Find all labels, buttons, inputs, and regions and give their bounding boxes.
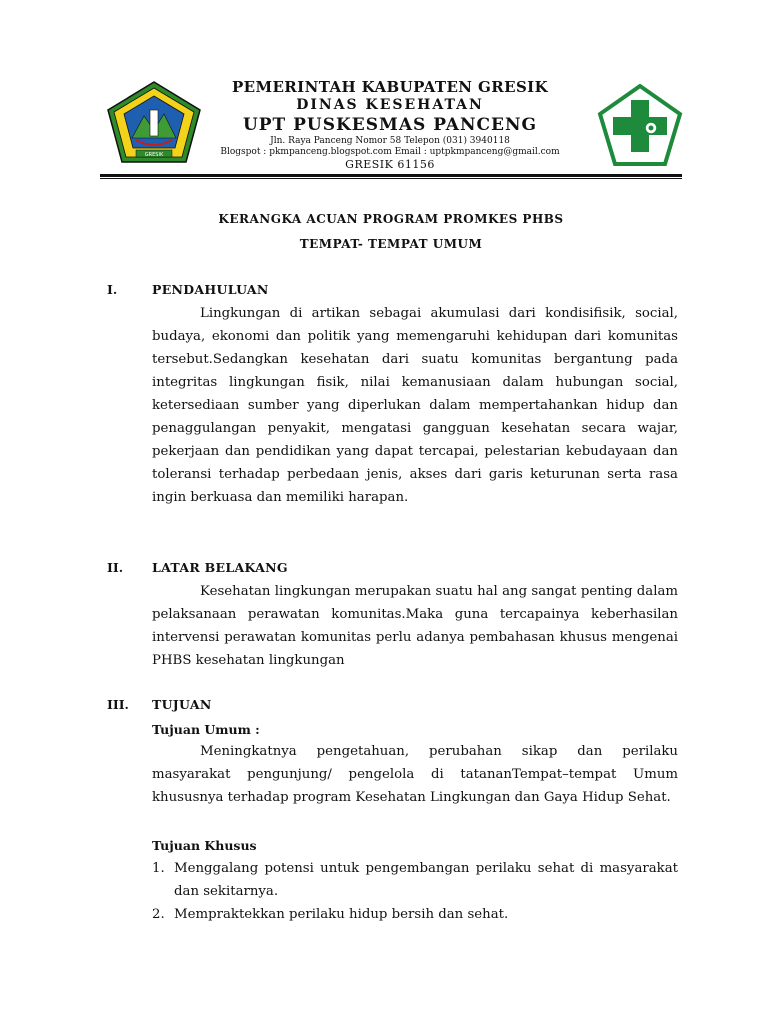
letterhead-rule-thin (100, 178, 682, 179)
letterhead-city: GRESIK 61156 (345, 158, 435, 171)
general-objective-heading: Tujuan Umum : (152, 722, 260, 737)
section-3-number: III. (107, 697, 129, 712)
puskesmas-cross-icon (597, 84, 683, 166)
section-1-text: Lingkungan di artikan sebagai akumulasi dari kondisifisik, social, budaya, ekonomi dan politik yang memengaruhi kehidupan dari komunitas tersebut.Sedangkan kesehatan dari suatu komunitas bergantung pada integritas lingkungan fisik, nilai kemanusiaan dalam hubungan social, ketersediaan sumber yang diperlukan dalam mempertahankan hidup dan penaggulangan penyakit, mengatasi gangguan kesehatan secara wajar, pekerjaan dan pendidikan yang dapat tercapai, pelestarian kebudayaan dan toleransi terhadap perbedaan jenis, akses dari garis keturunan serta rasa ingin berkuasa dan memiliki harapan. (152, 306, 678, 505)
section-3-heading: TUJUAN (152, 697, 212, 712)
list-item-number: 1. (152, 861, 165, 876)
list-item-text: Menggalang potensi untuk pengembangan perilaku sehat di masyarakat dan sekitarnya. (174, 861, 678, 899)
section-2-text: Kesehatan lingkungan merupakan suatu hal ang sangat penting dalam pelaksanaan perawatan komunitas.Maka guna tercapainya keberhasilan intervensi perawatan komunitas perlu adanya pembahasan khusus mengenai PHBS kesehatan lingkungan (152, 584, 678, 668)
section-1-number: I. (107, 282, 118, 297)
list-item (152, 903, 678, 926)
section-2-heading: LATAR BELAKANG (152, 560, 288, 575)
letterhead-rule-thick (100, 174, 682, 177)
section-1-heading: PENDAHULUAN (152, 282, 269, 297)
letterhead-government: PEMERINTAH KABUPATEN GRESIK (231, 78, 549, 96)
section-1-paragraph (152, 302, 678, 509)
list-item-text: Mempraktekkan perilaku hidup bersih dan sehat. (174, 907, 509, 922)
general-objective-text: Meningkatnya pengetahuan, perubahan sikap dan perilaku masyarakat pengunjung/ pengelola di tatananTempat–tempat Umum khususnya terhadap program Kesehatan Lingkungan dan Gaya Hidup Sehat. (152, 744, 678, 805)
section-2-number: II. (107, 560, 124, 575)
letterhead-department: DINAS KESEHATAN (296, 97, 484, 113)
document-subtitle: TEMPAT- TEMPAT UMUM (299, 237, 483, 251)
general-objective-paragraph (152, 740, 678, 809)
section-2-paragraph (152, 580, 678, 672)
document-title: KERANGKA ACUAN PROGRAM PROMKES PHBS (218, 212, 564, 226)
list-item-number: 2. (152, 907, 165, 922)
letterhead (200, 78, 580, 172)
emblem-text: GRESIK (144, 152, 164, 158)
kabupaten-gresik-emblem-icon (106, 80, 202, 164)
letterhead-address: Jln. Raya Panceng Nomor 58 Telepon (031) 3940118 (270, 136, 510, 146)
letterhead-contact: Blogspot : pkmpanceng.blogspot.com Email : uptpkmpanceng@gmail.com (220, 147, 560, 157)
specific-objective-heading: Tujuan Khusus (152, 838, 257, 853)
list-item (152, 857, 678, 903)
letterhead-institution: UPT PUSKESMAS PANCENG (242, 115, 538, 135)
